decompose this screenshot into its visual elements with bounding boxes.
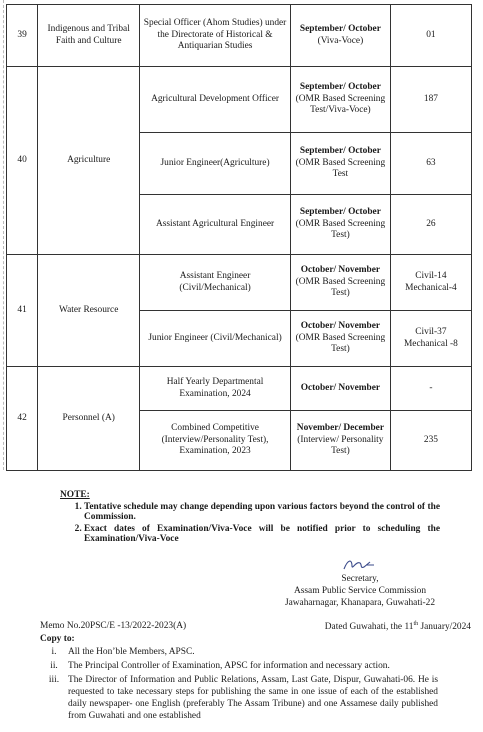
post-name: Junior Engineer (Civil/Mechanical): [140, 311, 291, 367]
table-row: [7, 5, 472, 67]
list-item-text: The Director of Information and Public Relations, Assam, Last Gate, Dispur, Guwahati-06. He is requested to take necessary steps for publishing the same in one issue of each of the established daily newspaper- one English (preferably The Assam Tribune) and one Assamese daily published from Guwahati and one established: [68, 675, 438, 722]
signatory-address: Jawaharnagar, Khanapara, Guwahati-22: [284, 598, 436, 609]
post-name: Assistant Engineer (Civil/Mechanical): [140, 255, 291, 311]
schedule-cell: [290, 195, 390, 255]
list-item-number: ii.: [50, 661, 58, 672]
department-name: Water Resource: [38, 255, 140, 367]
schedule-months: September/ October: [299, 207, 381, 218]
note-item: 2. Exact dates of Examination/Viva-Voce will be notified prior to scheduling the Examination/Viva-Voce: [84, 524, 440, 544]
list-item: [40, 646, 438, 658]
list-item-number: iii.: [48, 675, 60, 686]
schedule-cell: [290, 5, 390, 67]
note-list: [60, 502, 440, 544]
memo-date-prefix: Dated Guwahati, the 11: [324, 622, 414, 633]
memo-date-suffix: January/2024: [418, 622, 471, 633]
exam-schedule-table: [6, 4, 472, 471]
list-item: [40, 674, 438, 722]
post-name: Special Officer (Ahom Studies) under the Directorate of Historical & Antiquarian Studies: [140, 5, 291, 67]
signature-icon: [340, 557, 380, 573]
post-name: Combined Competitive (Interview/Personality Test), Examination, 2023: [140, 411, 291, 471]
schedule-cell: [290, 255, 390, 311]
schedule-months: September/ October: [299, 146, 381, 157]
schedule-cell: [290, 133, 390, 195]
schedule-cell: [290, 411, 390, 471]
list-item-text: The Principal Controller of Examination, APSC for information and necessary action.: [68, 661, 390, 672]
note-section: [60, 490, 440, 546]
vacancy-count: 63: [390, 133, 471, 195]
memo-date-ordinal: th: [413, 621, 419, 627]
schedule-mode: (OMR Based Screening Test): [295, 218, 386, 241]
schedule-months: September/ October: [299, 82, 381, 93]
copy-to-label: Copy to:: [40, 634, 75, 644]
signatory-designation: Secretary,: [341, 574, 379, 584]
schedule-mode: (OMR Based Screening Test): [295, 332, 386, 355]
vacancy-count: Civil-37 Mechanical -8: [390, 311, 471, 367]
note-item: 1. Tentative schedule may change depending upon various factors beyond the control of the Commission.: [84, 502, 440, 522]
list-item: [40, 660, 438, 672]
serial-number: 40: [7, 67, 38, 255]
schedule-months: November/ December: [296, 423, 384, 434]
table-row: [7, 367, 472, 411]
department-name: Personnel (A): [38, 367, 140, 471]
vacancy-count: 235: [390, 411, 471, 471]
schedule-months: October/ November: [300, 321, 381, 332]
schedule-months: September/ October: [299, 24, 381, 35]
schedule-cell: [290, 67, 390, 133]
vacancy-count: 26: [390, 195, 471, 255]
vacancy-count: -: [390, 367, 471, 411]
serial-number: 39: [7, 5, 38, 67]
schedule-mode: (OMR Based Screening Test): [295, 276, 386, 299]
schedule-months: October/ November: [300, 265, 381, 276]
memo-date: [325, 621, 471, 632]
table-row: [7, 67, 472, 133]
schedule-cell: [290, 367, 390, 411]
signatory-office: Assam Public Service Commission: [293, 586, 427, 597]
department-name: Indigenous and Tribal Faith and Culture: [38, 5, 140, 67]
serial-number: 42: [7, 367, 38, 471]
department-name: Agriculture: [38, 67, 140, 255]
table-row: [7, 255, 472, 311]
vacancy-count: 187: [390, 67, 471, 133]
post-name: Half Yearly Departmental Examination, 2024: [140, 367, 291, 411]
post-name: Junior Engineer(Agriculture): [140, 133, 291, 195]
schedule-mode: (Viva-Voce): [317, 35, 364, 46]
schedule-mode: (OMR Based Screening Test/Viva-Voce): [295, 93, 386, 116]
copy-to-list: [40, 646, 438, 724]
schedule-months: October/ November: [300, 382, 381, 393]
list-item-text: All the Hon’ble Members, APSC.: [68, 647, 195, 657]
post-name: Assistant Agricultural Engineer: [140, 195, 291, 255]
vacancy-count: 01: [390, 5, 471, 67]
note-title: NOTE:: [60, 490, 90, 500]
post-name: Agricultural Development Officer: [140, 67, 291, 133]
memo-number: Memo No.20PSC/E -13/2022-2023(A): [40, 621, 187, 631]
schedule-mode: (OMR Based Screening Test: [295, 157, 386, 180]
serial-number: 41: [7, 255, 38, 367]
list-item-number: i.: [51, 647, 57, 657]
vacancy-count: Civil-14 Mechanical-4: [390, 255, 471, 311]
page-edge-margin: [0, 0, 4, 470]
schedule-mode: (Interview/ Personality Test): [297, 434, 384, 457]
schedule-cell: [290, 311, 390, 367]
signature-block: [250, 557, 470, 610]
